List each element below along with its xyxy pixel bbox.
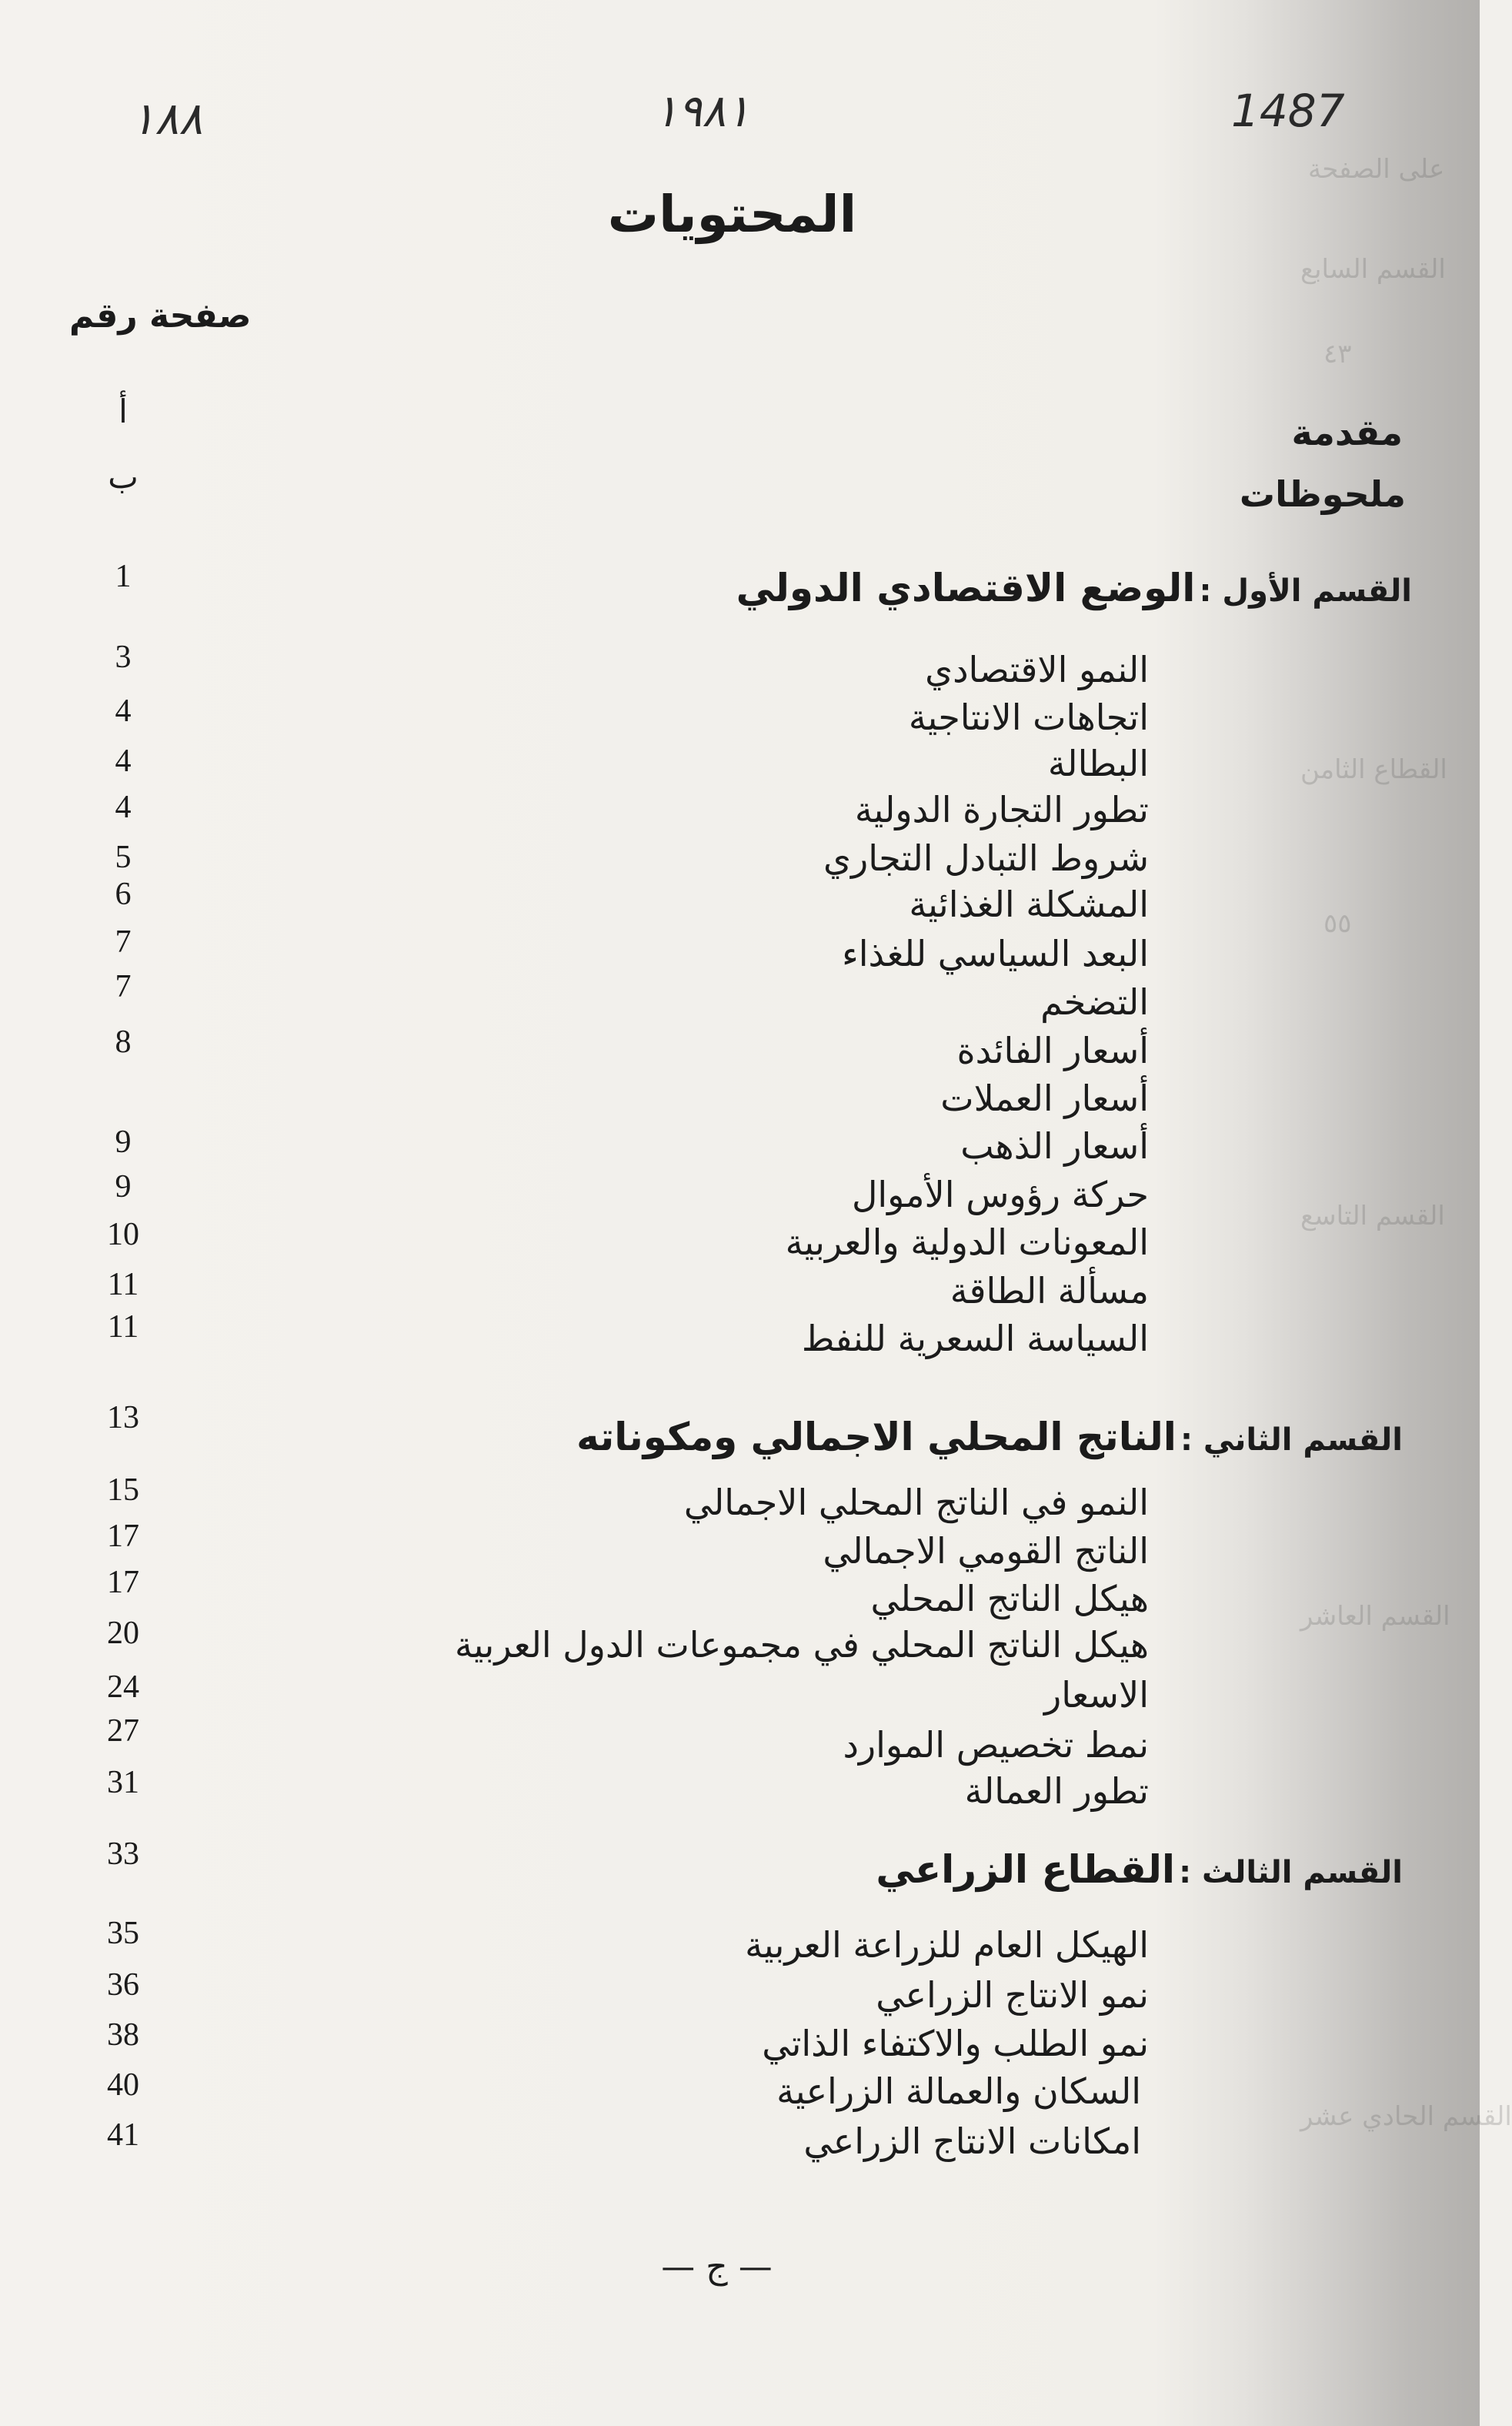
toc-entry: هيكل الناتج المحلي في مجموعات الدول العربية: [454, 1624, 1149, 1666]
toc-page-number: 40: [107, 2067, 139, 2103]
toc-entry: هيكل الناتج المحلي: [870, 1578, 1149, 1619]
toc-page-number: 11: [107, 1267, 139, 1302]
toc-entry: تطور العمالة: [964, 1770, 1149, 1812]
toc-entry: حركة رؤوس الأموال: [851, 1174, 1149, 1215]
toc-entry: المشكلة الغذائية: [909, 884, 1149, 925]
toc-page-number: 41: [107, 2117, 139, 2153]
section-label: القسم الثاني :: [1180, 1422, 1403, 1458]
toc-entry: ملحوظات: [1239, 473, 1406, 515]
toc-page-number: 35: [107, 1916, 139, 1951]
section-heading: [876, 1847, 1403, 1892]
page-footer-marker: — ج —: [661, 2247, 773, 2287]
toc-page-number: 6: [115, 877, 132, 912]
toc-page-number: 4: [115, 790, 132, 825]
toc-page-number: 9: [115, 1169, 132, 1205]
toc-entry: شروط التبادل التجاري: [823, 837, 1149, 879]
toc-page-number: 17: [107, 1519, 139, 1554]
handwritten-number-right: 1487: [1231, 85, 1345, 137]
toc-page-number: 15: [107, 1472, 139, 1508]
toc-page-number: 36: [107, 1967, 139, 2003]
bleed-through-text: على الصفحة القسم السابع ٤٣ القطاع الثامن ٥٥ القسم التاسع القسم العاشر القسم الحادي عشر: [1300, 154, 1512, 2132]
toc-entry: تطور التجارة الدولية: [854, 789, 1149, 830]
toc-entry: الاسعار: [1044, 1674, 1149, 1716]
toc-entry: السكان والعمالة الزراعية: [776, 2070, 1141, 2112]
page-number-column-label: صفحة رقم: [69, 296, 252, 336]
handwritten-number-center: ١٩٨١: [654, 85, 750, 137]
toc-page-number: 31: [107, 1765, 139, 1800]
toc-page-number: 9: [115, 1124, 132, 1160]
section-title: الوضع الاقتصادي الدولي: [736, 566, 1196, 610]
toc-entry: نمو الانتاج الزراعي: [876, 1974, 1149, 2016]
toc-page-number: أ: [118, 395, 128, 430]
toc-page-number: 17: [107, 1565, 139, 1600]
toc-page-number: 8: [115, 1024, 132, 1060]
toc-page-number: 3: [115, 640, 132, 675]
section-title: الناتج المحلي الاجمالي ومكوناته: [576, 1415, 1177, 1459]
page-title: المحتويات: [607, 185, 857, 244]
toc-page-number: 5: [115, 840, 132, 875]
toc-entry: مقدمة: [1291, 412, 1403, 453]
toc-page-number: 11: [107, 1309, 139, 1345]
toc-entry: اتجاهات الانتاجية: [908, 697, 1149, 738]
toc-page-number: 4: [115, 693, 132, 729]
section-title: القطاع الزراعي: [876, 1847, 1176, 1892]
toc-page-number: 20: [107, 1616, 139, 1651]
toc-page-number: 13: [107, 1400, 139, 1435]
toc-entry: البعد السياسي للغذاء: [842, 933, 1149, 974]
toc-entry: البطالة: [1047, 743, 1149, 784]
toc-entry: الناتج القومي الاجمالي: [823, 1530, 1149, 1572]
toc-entry: النمو في الناتج المحلي الاجمالي: [683, 1482, 1149, 1523]
toc-entry: التضخم: [1040, 981, 1149, 1023]
toc-page-number: ب: [108, 460, 139, 496]
toc-entry: المعونات الدولية والعربية: [785, 1221, 1149, 1263]
toc-entry: أسعار العملات: [940, 1078, 1149, 1119]
toc-page-number: 4: [115, 744, 132, 779]
section-heading: [736, 566, 1412, 610]
toc-page-number: 7: [115, 969, 132, 1004]
handwritten-number-left: ١٨٨: [131, 92, 203, 145]
toc-entry: نمط تخصيص الموارد: [843, 1724, 1149, 1766]
toc-entry: أسعار الفائدة: [956, 1030, 1149, 1071]
toc-page-number: 24: [107, 1669, 139, 1705]
section-label: القسم الثالث :: [1179, 1855, 1403, 1890]
toc-entry: مسألة الطاقة: [950, 1270, 1149, 1312]
section-label: القسم الأول :: [1199, 573, 1412, 609]
section-heading: [576, 1415, 1403, 1459]
toc-entry: الهيكل العام للزراعة العربية: [745, 1924, 1149, 1966]
toc-entry: نمو الطلب والاكتفاء الذاتي: [762, 2023, 1149, 2064]
toc-page-number: 27: [107, 1713, 139, 1749]
toc-entry: أسعار الذهب: [960, 1125, 1149, 1167]
toc-page-number: 33: [107, 1836, 139, 1872]
toc-page-number: 10: [107, 1217, 139, 1252]
toc-page-number: 1: [115, 559, 132, 594]
toc-page-number: 38: [107, 2017, 139, 2053]
toc-entry: السياسة السعرية للنفط: [801, 1318, 1149, 1359]
toc-entry: امكانات الانتاج الزراعي: [803, 2120, 1141, 2162]
toc-entry: النمو الاقتصادي: [925, 649, 1149, 690]
toc-page-number: 7: [115, 924, 132, 960]
